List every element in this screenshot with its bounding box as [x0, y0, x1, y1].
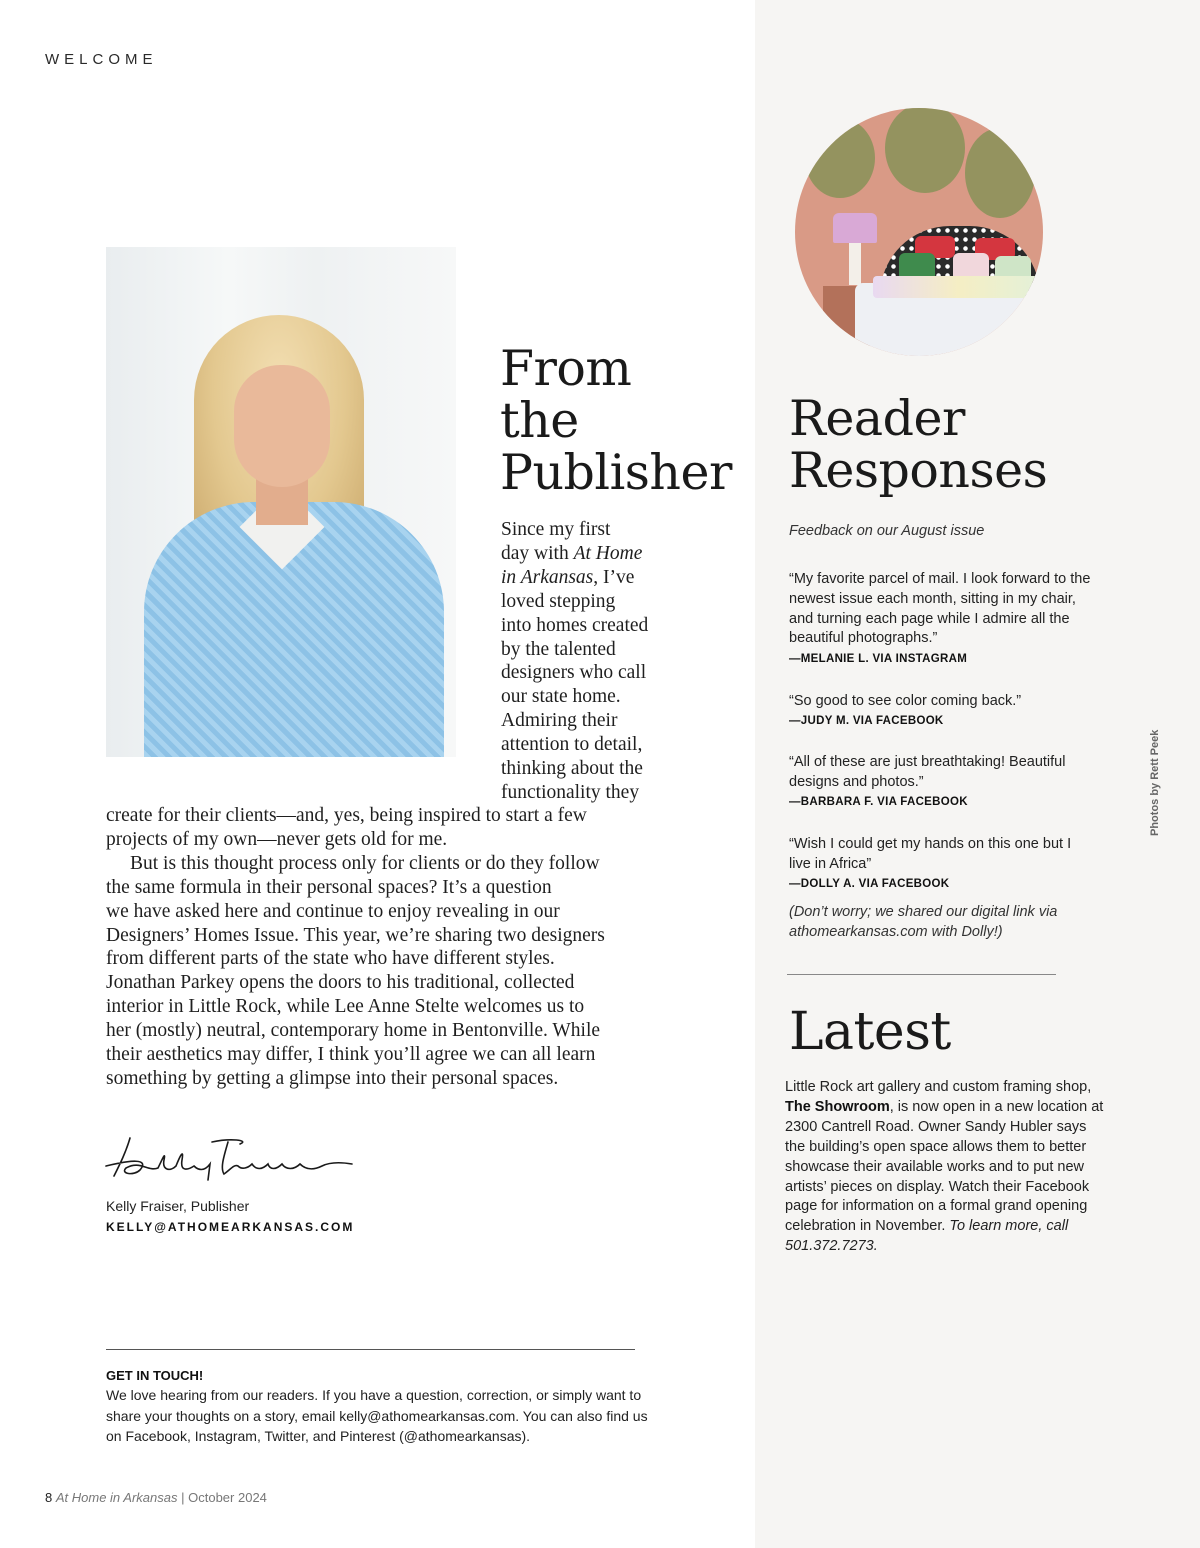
quote-attribution: —JUDY M. VIA FACEBOOK	[789, 715, 944, 727]
publisher-title	[500, 340, 732, 501]
showroom-name: The Showroom	[785, 1098, 890, 1115]
magazine-name: At Home in Arkansas	[55, 1490, 178, 1505]
latest-text: Little Rock art gallery and custom framing shop, The Showroom, is now open in a new location at 2300 Cantrell Road. Owner Sandy Hubler says the building’s open space allows them to better showcase their available works and to put new artists’ pieces on display. Watch their Facebook page for information on a formal grand opening celebration in November. To learn more, call 501.372.7273.	[785, 1079, 1104, 1255]
get-in-touch-heading: GET IN TOUCH!	[106, 1368, 204, 1383]
publisher-email-link[interactable]: KELLY@ATHOMEARKANSAS.COM	[106, 1220, 355, 1234]
reader-responses-title: Reader Responses	[789, 390, 1048, 499]
photo-credit: Photos by Rett Peek	[1149, 729, 1161, 836]
quote-attribution: —MELANIE L. VIA INSTAGRAM	[789, 653, 968, 665]
publisher-letter-body: create for their clients—and, yes, being inspired to start a few projects of my own—never gets old for me. But is this thought process only for clients or do they follow the same formula in their personal spaces? It’s a question we have asked here and continue to enjoy revealing in our Designers’ Homes Issue. This year, we’re sharing two designers from different parts of the state who have different styles. Jonathan Parkey opens the doors to his traditional, collected interior in Little Rock, while Lee Anne Stelte welcomes us to her (mostly) neutral, contemporary home in Bentonville. While their aesthetics may differ, I think you’ll agree we can all learn something by getting a glimpse into their personal spaces.	[106, 805, 605, 1089]
section-label: WELCOME	[45, 51, 158, 68]
footer-separator: |	[181, 1490, 185, 1505]
divider	[787, 974, 1056, 975]
page-footer	[45, 1490, 267, 1505]
reader-quote: “So good to see color coming back.”	[789, 693, 1022, 709]
bedroom-photo	[795, 108, 1043, 356]
publisher-title-line: the	[500, 392, 579, 449]
publisher-portrait-photo	[106, 247, 456, 757]
publisher-letter-intro: Since my first day with At Home in Arkansas, I’ve loved stepping into homes created by the talented designers who call our state home. Admiring their attention to detail, thinking about the functionality they	[501, 519, 649, 803]
reader-quote: “All of these are just breathtaking! Beautiful designs and photos.”	[789, 754, 1066, 790]
signature-name: Kelly Fraiser, Publisher	[106, 1198, 250, 1214]
latest-title: Latest	[789, 1002, 951, 1062]
quote-attribution: —BARBARA F. VIA FACEBOOK	[789, 796, 968, 808]
phone-number: 501.372.7273.	[785, 1238, 878, 1255]
editor-note: (Don’t worry; we shared our digital link via athomearkansas.com with Dolly!)	[789, 904, 1058, 940]
reader-quote: “My favorite parcel of mail. I look forward to the newest issue each month, sitting in my chair, and turning each page while I admire all the beautiful photographs.”	[789, 571, 1091, 647]
quote-attribution: —DOLLY A. VIA FACEBOOK	[789, 878, 950, 890]
handwritten-signature	[100, 1130, 370, 1190]
reader-quote: “Wish I could get my hands on this one but I live in Africa”	[789, 836, 1072, 872]
divider	[106, 1349, 635, 1350]
publisher-title-line: From	[500, 340, 632, 397]
get-in-touch-text: We love hearing from our readers. If you have a question, correction, or simply want to share your thoughts on a story, email kelly@athomearkansas.com. You can also find us on Facebook, Instagram, Twitter, and Pinterest (@athomearkansas).	[106, 1387, 648, 1444]
publisher-title-line: Publisher	[500, 444, 732, 501]
reader-responses-subtitle: Feedback on our August issue	[789, 523, 985, 539]
page-number: 8	[45, 1490, 53, 1505]
issue-date: October 2024	[188, 1490, 267, 1505]
